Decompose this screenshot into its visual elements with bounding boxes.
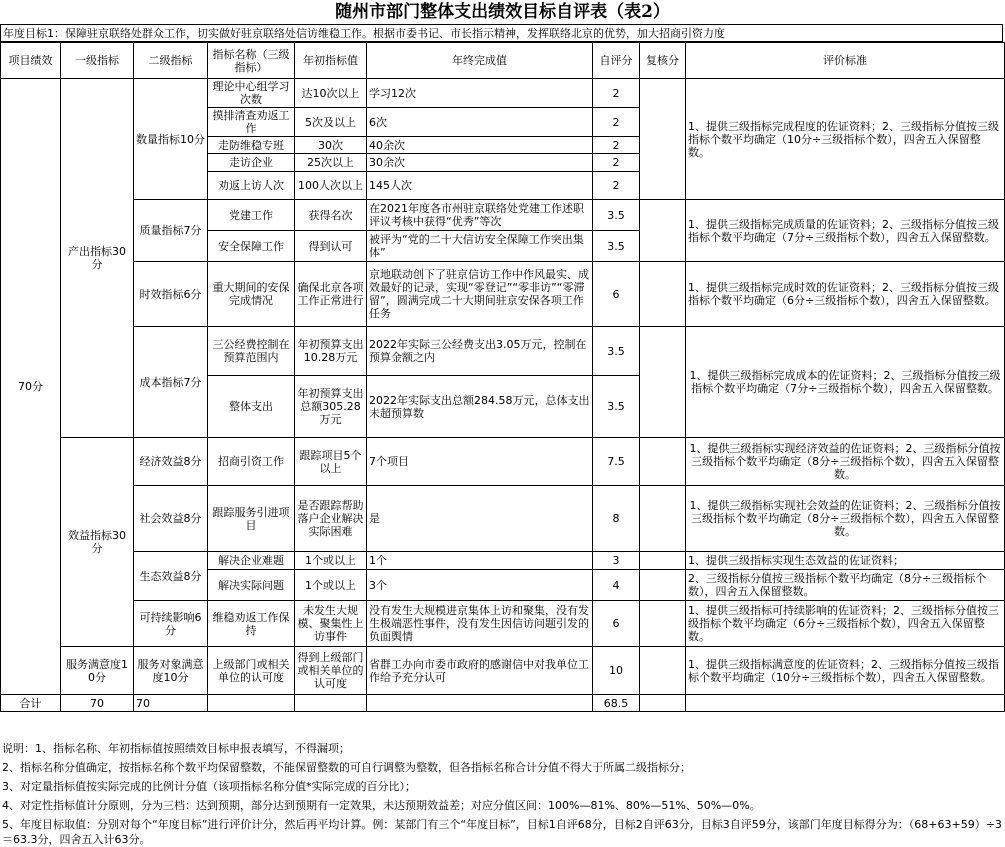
note-line: 3、对定量指标值按实际完成的比例计分值（该项指标名称分值*实际完成的百分比）； xyxy=(2,780,416,793)
initial-value: 达10次以上 xyxy=(295,79,367,108)
table-row xyxy=(1,647,1005,695)
note-line: 5、年度目标取值：分别对每个“年度目标”进行评价计分，然后再平均计算。例：某部门有三个“年度目标”，目标1自评68分，目标2自评63分，目标3自评59分，该部门年度目标得分为：（68+63+59）÷3＝63.3分，四舍五入计63分。 xyxy=(2,818,1002,846)
indicator-name: 重大期间的安保完成情况 xyxy=(208,262,295,327)
self-score: 7.5 xyxy=(593,438,640,486)
header-cell: 年初指标值 xyxy=(295,43,367,79)
self-score: 4 xyxy=(593,570,640,601)
table-row xyxy=(1,601,1005,647)
recheck-cell xyxy=(640,438,686,486)
indicator-name: 上级部门或相关单位的认可度 xyxy=(208,647,295,695)
header-cell: 年终完成值 xyxy=(367,43,593,79)
self-score: 3.5 xyxy=(593,231,640,262)
self-score: 6 xyxy=(593,262,640,327)
self-score: 2 xyxy=(593,154,640,172)
recheck-cell xyxy=(640,647,686,695)
criteria-cell: 1、提供三级指标完成成本的佐证资料；2、三级指标分值按三级指标个数平均确定（7分÷三级指标个数），四舍五入保留整数。 xyxy=(686,327,1005,438)
indicator-name: 劝返上访人次 xyxy=(208,172,295,200)
table-row xyxy=(1,200,1005,231)
total-level2: 70 xyxy=(134,695,208,712)
note-line: 2、指标名称分值确定，按指标名称个数平均保留整数，不能保留整数的可自行调整为整数，但各指标名称合计分值不得大于所属二级指标分； xyxy=(2,761,691,774)
table-row xyxy=(1,327,1005,376)
criteria-cell: 1、提供三级指标实现生态效益的佐证资料； xyxy=(686,552,1005,570)
header-cell: 一级指标 xyxy=(61,43,134,79)
indicator-name: 安全保障工作 xyxy=(208,231,295,262)
initial-value: 1个或以上 xyxy=(295,552,367,570)
indicator-name: 维稳劝返工作保持 xyxy=(208,601,295,647)
header-cell: 指标名称（三级指标） xyxy=(208,43,295,79)
indicator-name: 摸排清查劝返工作 xyxy=(208,108,295,137)
recheck-cell xyxy=(640,262,686,327)
final-value: 7个项目 xyxy=(367,438,593,486)
criteria-cell: 1、提供三级指标完成程度的佐证资料；2、三级指标分值按三级指标个数平均确定（10分÷三级指标个数），四舍五入保留整数。 xyxy=(686,79,1005,200)
self-score: 3 xyxy=(593,552,640,570)
final-value: 6次 xyxy=(367,108,593,137)
empty-cell xyxy=(295,695,367,712)
criteria-cell: 1、提供三级指标完成质量的佐证资料；2、三级指标分值按三级指标个数平均确定（7分÷三级指标个数），四舍五入保留整数。 xyxy=(686,200,1005,262)
final-value: 学习12次 xyxy=(367,79,593,108)
self-score: 6 xyxy=(593,601,640,647)
self-score: 8 xyxy=(593,486,640,552)
table-row xyxy=(1,262,1005,327)
initial-value: 得到认可 xyxy=(295,231,367,262)
header-cell: 自评分 xyxy=(593,43,640,79)
criteria-cell: 1、提供三级指标实现社会效益的佐证资料；2、三级指标分值按三级指标个数平均确定（8分÷三级指标个数），四舍五入保留整数。 xyxy=(686,486,1005,552)
criteria-cell: 1、提供三级指标可持续影响的佐证资料；2、三级指标分值按三级指标个数平均确定（6分÷三级指标个数），四舍五入保留整数。 xyxy=(686,601,1005,647)
initial-value: 年初预算支出总额305.28万元 xyxy=(295,376,367,438)
level2-cell: 质量指标7分 xyxy=(134,200,208,262)
level2-cell: 社会效益8分 xyxy=(134,486,208,552)
self-score: 3.5 xyxy=(593,200,640,231)
criteria-cell: 1、提供三级指标完成时效的佐证资料；2、三级指标分值按三级指标个数平均确定（6分÷三级指标个数），四舍五入保留整数。 xyxy=(686,262,1005,327)
empty-cell xyxy=(208,695,295,712)
table-row xyxy=(1,552,1005,570)
self-score: 3.5 xyxy=(593,376,640,438)
criteria-cell: 1、提供三级指标实现经济效益的佐证资料；2、三级指标分值按三级指标个数平均确定（8分÷三级指标个数），四舍五入保留整数。 xyxy=(686,438,1005,486)
initial-value: 是否跟踪帮助落户企业解决实际困难 xyxy=(295,486,367,552)
indicator-name: 理论中心组学习次数 xyxy=(208,79,295,108)
indicator-name: 党建工作 xyxy=(208,200,295,231)
recheck-cell xyxy=(640,601,686,647)
total-level1: 70 xyxy=(61,695,134,712)
level2-cell: 成本指标7分 xyxy=(134,327,208,438)
total-label: 合计 xyxy=(1,695,61,712)
table-row xyxy=(1,438,1005,486)
level2-cell: 经济效益8分 xyxy=(134,438,208,486)
level2-cell: 服务对象满意度10分 xyxy=(134,647,208,695)
self-score: 2 xyxy=(593,108,640,137)
initial-value: 年初预算支出10.28万元 xyxy=(295,327,367,376)
final-value: 30余次 xyxy=(367,154,593,172)
level1-cell: 效益指标30分 xyxy=(61,438,134,647)
indicator-name: 解决企业难题 xyxy=(208,552,295,570)
final-value: 在2021年度各市州驻京联络处党建工作述职评议考核中获得“优秀”等次 xyxy=(367,200,593,231)
recheck-cell xyxy=(640,552,686,570)
project-score-cell: 70分 xyxy=(1,79,61,695)
note-line: 4、对定性指标值计分原则，分为三档：达到预期，部分达到预期有一定效果，未达预期效益差；对应分值区间：100%—81%、80%—51%、50%—0%。 xyxy=(2,799,761,812)
total-score: 68.5 xyxy=(593,695,640,712)
level1-cell: 服务满意度10分 xyxy=(61,647,134,695)
initial-value: 得到上级部门或相关单位的认可度 xyxy=(295,647,367,695)
header-cell: 评价标准 xyxy=(686,43,1005,79)
initial-value: 30次 xyxy=(295,137,367,154)
initial-value: 获得名次 xyxy=(295,200,367,231)
final-value: 2022年实际支出总额284.58万元，总体支出未超预算数 xyxy=(367,376,593,438)
level2-cell: 生态效益8分 xyxy=(134,552,208,601)
recheck-cell xyxy=(640,200,686,262)
initial-value: 确保北京各项工作正常进行 xyxy=(295,262,367,327)
level2-cell: 数量指标10分 xyxy=(134,79,208,200)
total-row xyxy=(1,695,1005,712)
level1-cell: 产出指标30分 xyxy=(61,79,134,438)
final-value: 40余次 xyxy=(367,137,593,154)
table-row xyxy=(1,486,1005,552)
notes xyxy=(0,739,1005,847)
final-value: 3个 xyxy=(367,570,593,601)
empty-cell xyxy=(640,695,686,712)
indicator-name: 走防维稳专班 xyxy=(208,137,295,154)
initial-value: 跟踪项目5个以上 xyxy=(295,438,367,486)
initial-value: 100人次以上 xyxy=(295,172,367,200)
final-value: 是 xyxy=(367,486,593,552)
final-value: 没有发生大规模进京集体上访和聚集，没有发生极端恶性事件，没有发生因信访问题引发的负面舆情 xyxy=(367,601,593,647)
recheck-cell xyxy=(640,570,686,601)
final-value: 2022年实际三公经费支出3.05万元，控制在预算金额之内 xyxy=(367,327,593,376)
header-row xyxy=(1,43,1005,79)
indicator-name: 走访企业 xyxy=(208,154,295,172)
header-cell: 二级指标 xyxy=(134,43,208,79)
recheck-cell xyxy=(640,486,686,552)
table-row xyxy=(1,79,1005,108)
self-score: 2 xyxy=(593,137,640,154)
indicator-name: 解决实际问题 xyxy=(208,570,295,601)
initial-value: 5次及以上 xyxy=(295,108,367,137)
level2-cell: 时效指标6分 xyxy=(134,262,208,327)
level2-cell: 可持续影响6分 xyxy=(134,601,208,647)
criteria-cell: 2、三级指标分值按三级指标个数平均确定（8分÷三级指标个数），四舍五入保留整数。 xyxy=(686,570,1005,601)
self-score: 10 xyxy=(593,647,640,695)
indicator-name: 跟踪服务引进项目 xyxy=(208,486,295,552)
empty-cell xyxy=(686,695,1005,712)
header-cell: 复核分 xyxy=(640,43,686,79)
final-value: 145人次 xyxy=(367,172,593,200)
final-value: 1个 xyxy=(367,552,593,570)
initial-value: 1个或以上 xyxy=(295,570,367,601)
self-score: 3.5 xyxy=(593,327,640,376)
self-score: 2 xyxy=(593,172,640,200)
recheck-cell xyxy=(640,79,686,200)
final-value: 被评为“党的二十大信访安全保障工作突出集体” xyxy=(367,231,593,262)
self-score: 2 xyxy=(593,79,640,108)
header-cell: 项目绩效 xyxy=(1,43,61,79)
performance-table xyxy=(0,42,1005,712)
empty-cell xyxy=(367,695,593,712)
year-goal: 年度目标1：保障驻京联络处群众工作，切实做好驻京联络处信访维稳工作。根据市委书记、市长指示精神，发挥联络北京的优势，加大招商引资力度 xyxy=(0,24,1003,42)
indicator-name: 三公经费控制在预算范围内 xyxy=(208,327,295,376)
recheck-cell xyxy=(640,327,686,438)
final-value: 省群工办向市委市政府的感谢信中对我单位工作给予充分认可 xyxy=(367,647,593,695)
initial-value: 25次以上 xyxy=(295,154,367,172)
page-title: 随州市部门整体支出绩效目标自评表（表2） xyxy=(335,2,670,22)
note-line: 说明：1、指标名称、年初指标值按照绩效目标申报表填写，不得漏项； xyxy=(2,742,350,755)
criteria-cell: 1、提供三级指标满意度的佐证资料；2、三级指标分值按三级指标个数平均确定（10分÷三级指标个数），四舍五入保留整数。 xyxy=(686,647,1005,695)
indicator-name: 整体支出 xyxy=(208,376,295,438)
initial-value: 未发生大规模、聚集性上访事件 xyxy=(295,601,367,647)
indicator-name: 招商引资工作 xyxy=(208,438,295,486)
final-value: 京地联动创下了驻京信访工作中作风最实、成效最好的记录，实现“零登记”“零非访”“零滞留”，圆满完成二十大期间驻京安保各项工作任务 xyxy=(367,262,593,327)
